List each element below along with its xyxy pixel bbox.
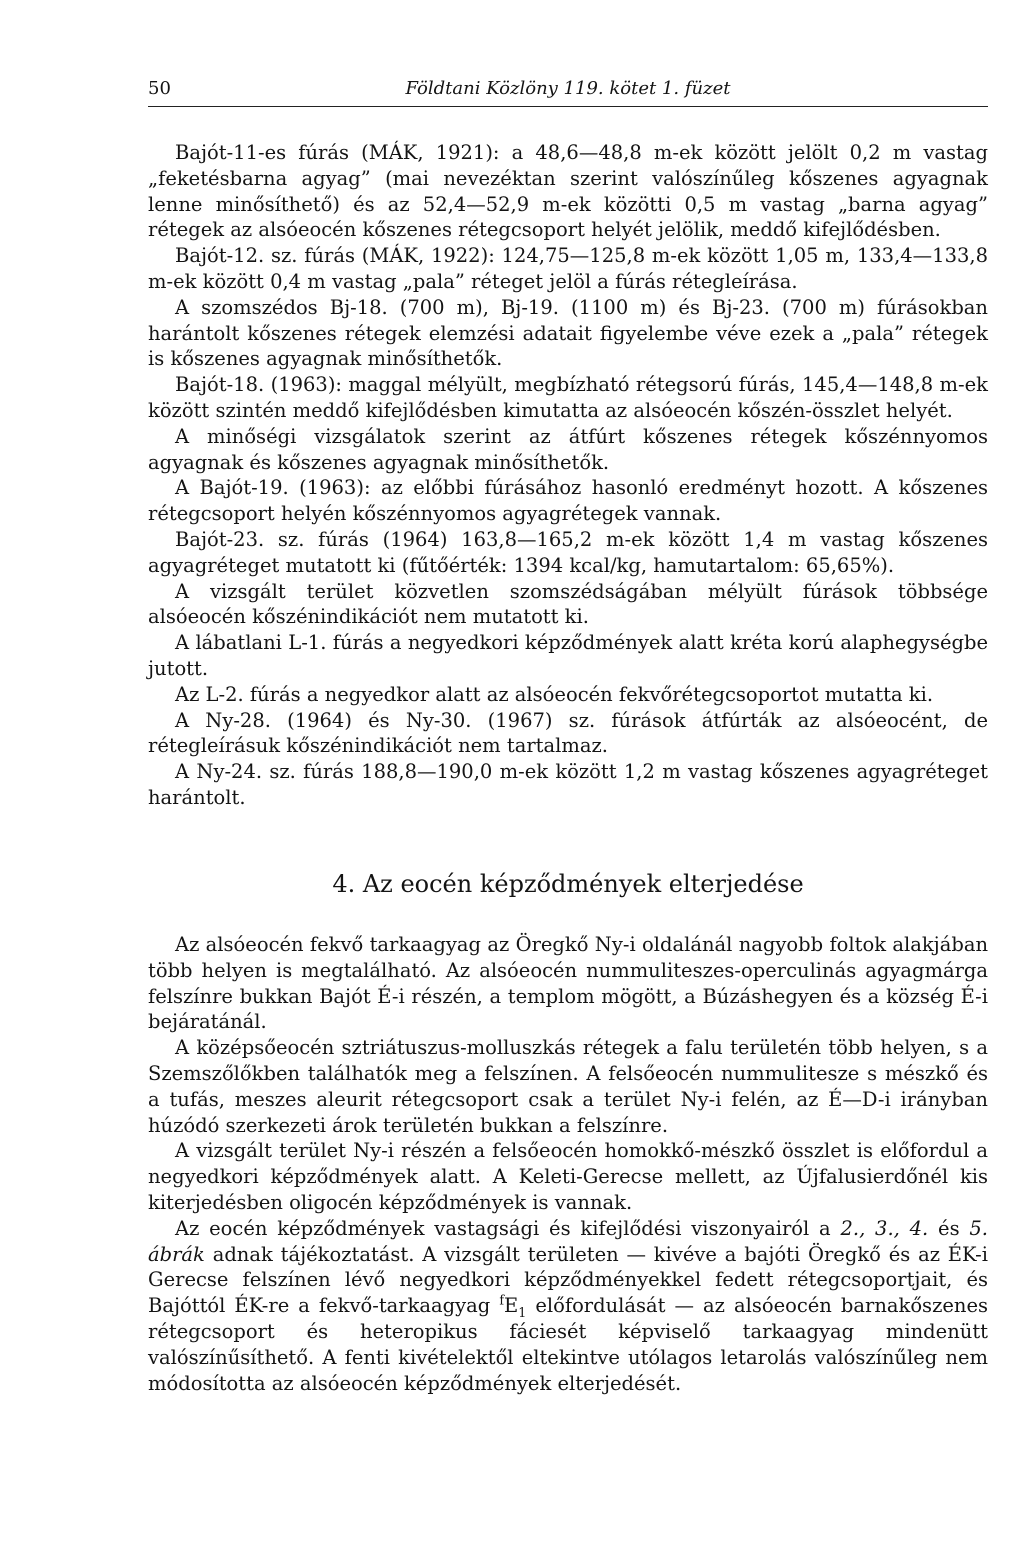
paragraph: Az alsóeocén fekvő tarkaagyag az Öregkő Ny-i oldalánál nagyobb foltok alakjában több helyen is megtalálható. Az alsóeocén nummuliteszes-operculinás agyagmárga felszínre bukkan Bajót É-i részén, a templom mögött, a Búzáshegyen és a község É-i bejáratánál. [148, 933, 988, 1034]
text-run: előfordulását — az alsóeocén barnakőszenes rétegcsoport és heteropikus fáciesét képviselő tarkaagyag mindenütt valószínűsíthető. A fenti kivételektől eltekintve utólagos letarolás valószínűleg nem módosította az alsóeocén képződmények elterjedését. [148, 1294, 988, 1395]
text-run: adnak tájékoztatást. A vizsgált területen — kivéve a bajóti Öregkő és az ÉK-i Gerecse felszínen lévő negyedkori képződményekkel fedett rétegcsoportjait, és Bajóttól ÉK-re a fekvő-tarkaagyag [148, 1242, 988, 1318]
formation-symbol: E [504, 1294, 519, 1318]
borehole-descriptions [148, 140, 988, 811]
running-title: Földtani Közlöny 119. kötet 1. füzet [405, 78, 731, 99]
paragraph: Bajót-18. (1963): maggal mélyült, megbízható rétegsorú fúrás, 145,4—148,8 m-ek között szintén meddő kifejlődésben kimutatta az alsóeocén kőszén-összlet helyét. [148, 373, 988, 422]
text-run: Az eocén képződmények vastagsági és kifejlődési viszonyairól a [175, 1216, 841, 1240]
paragraph-figure-references [148, 1216, 988, 1397]
text-run: és [928, 1216, 970, 1240]
paragraph: Bajót-11-es fúrás (MÁK, 1921): a 48,6—48,8 m-ek között jelölt 0,2 m vastag „feketésbarna agyag” (mai nevezéktan szerint valószínűleg kőszenes agyagnak lenne minősíthető) és az 52,4—52,9 m-ek közötti 0,5 m vastag „barna agyag” rétegek az alsóeocén kőszenes rétegcsoport helyét jelölik, meddő kifejlődésben. [148, 141, 988, 242]
paragraph: A Bajót-19. (1963): az előbbi fúrásához hasonló eredményt hozott. A kőszenes rétegcsoport helyén kőszénnyomos agyagrétegek vannak. [148, 476, 988, 526]
section-heading: 4. Az eocén képződmények elterjedése [332, 870, 804, 898]
paragraph: Az L-2. fúrás a negyedkor alatt az alsóeocén fekvőrétegcsoportot mutatta ki. [175, 682, 934, 706]
paragraph: A minőségi vizsgálatok szerint az átfúrt kőszenes rétegek kőszénnyomos agyagnak és kőszenes agyagnak minősíthetők. [148, 424, 988, 474]
figure-reference: 2., 3., 4. [840, 1216, 929, 1240]
eocene-distribution-text [148, 932, 988, 1396]
page-header [148, 76, 988, 107]
paragraph: A Ny-24. sz. fúrás 188,8—190,0 m-ek között 1,2 m vastag kőszenes agyagréteget harántolt. [148, 760, 988, 809]
formation-symbol-superscript: f [499, 1292, 504, 1308]
paragraph: Bajót-12. sz. fúrás (MÁK, 1922): 124,75—125,8 m-ek között 1,05 m, 133,4—133,8 m-ek között 0,4 m vastag „pala” réteget jelöl a fúrás rétegleírása. [148, 244, 988, 293]
paragraph: A vizsgált terület Ny-i részén a felsőeocén homokkő-mészkő összlet is előfordul a negyedkori képződmények alatt. A Keleti-Gerecse mellett, az Újfalusierdőnél kis kiterjedésben oligocén képződmények is vannak. [148, 1139, 988, 1214]
paragraph: A lábatlani L-1. fúrás a negyedkori képződmények alatt kréta korú alaphegységbe jutott. [148, 631, 988, 680]
figure-reference: 5. ábrák [148, 1216, 988, 1266]
formation-symbol-subscript: 1 [518, 1305, 527, 1321]
paragraph: Bajót-23. sz. fúrás (1964) 163,8—165,2 m-ek között 1,4 m vastag kőszenes agyagréteget mutatott ki (fűtőérték: 1394 kcal/kg, hamutartalom: 65,65%). [148, 527, 988, 577]
paragraph: A szomszédos Bj-18. (700 m), Bj-19. (1100 m) és Bj-23. (700 m) fúrásokban harántolt kőszenes rétegek elemzési adatait figyelembe véve ezek a „pala” rétegek is kőszenes agyagnak minősíthetők. [148, 295, 988, 371]
paragraph: A vizsgált terület közvetlen szomszédságában mélyült fúrások többsége alsóeocén kőszénindikációt nem mutatott ki. [148, 579, 988, 629]
page-number: 50 [148, 78, 171, 99]
paragraph: A középsőeocén sztriátuszus-molluszkás rétegek a falu területén több helyen, s a Szemszőlőkben találhatók meg a felszínen. A felsőeocén nummulitesze s mészkő és a tufás, meszes aleurit rétegcsoport csak a terület Ny-i felén, az É—D-i irányban húzódó szerkezeti árok területén bukkan a felszínre. [148, 1036, 988, 1137]
paragraph: A Ny-28. (1964) és Ny-30. (1967) sz. fúrások átfúrták az alsóeocént, de rétegleírásuk kőszénindikációt nem tartalmaz. [148, 708, 988, 758]
